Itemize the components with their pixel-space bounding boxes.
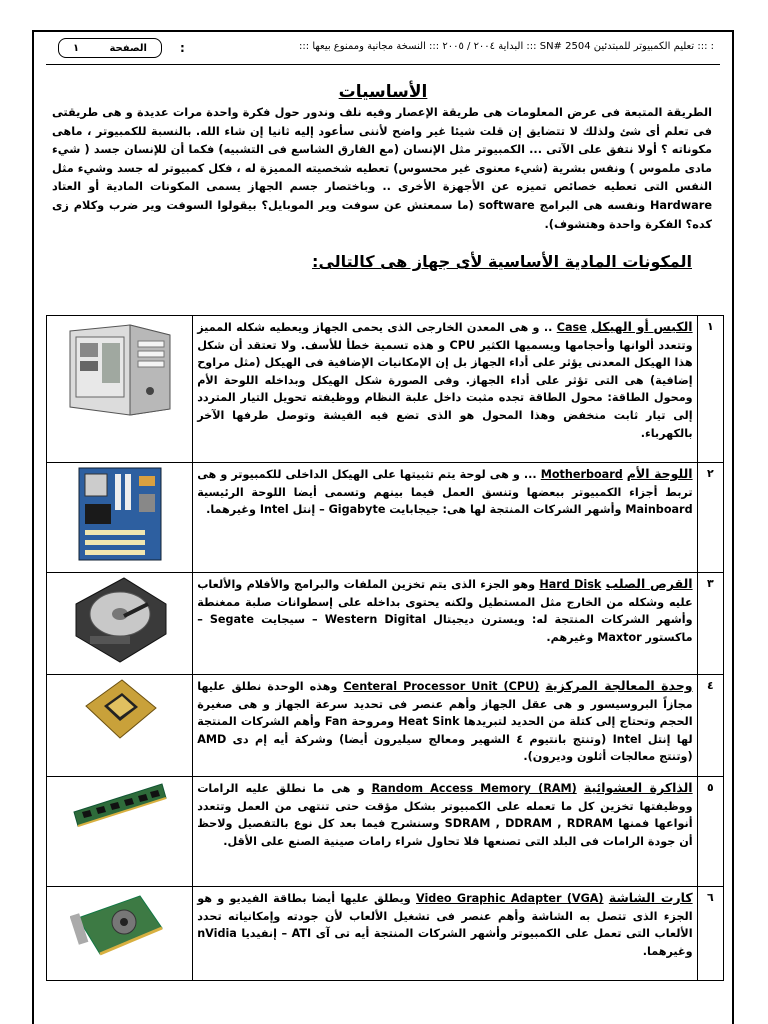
component-name: الكيس أو الهيكل	[591, 319, 693, 334]
table-row	[47, 573, 724, 675]
component-image-cell	[47, 316, 193, 463]
component-text: .. و هى المعدن الخارجى الذى يحمى الجهاز ويعطيه شكله المميز وتتعدد ألوانها وأحجامها ويسميها الكثير CPU و هذه تسمية خطأ للأسف. ولا تعتقد أن شكل هذا الهيكل المعدنى يؤثر على أداء الجهاز بل إن الإمكانيات الإضافية فى الهيكل (مثل مراوح إضافية) هى التى تؤثر على أداء الجهاز. وفى الصورة شكل الهيكل وبداخله اللوحة الأم ومحول الطاقة: محول الطاقة تجده مثبت داخل علبة النظام ووظيفته تحويل التيار المتردد إلى تيار ثابت منخفض وهذا المحول هو الذى تضع فيه الفيشة وتوصل طرفها الآخر بالكهرباء.	[197, 321, 693, 440]
header-title-line: : ::: تعليم الكمبيوتر للمبتدئين SN# 2504 ::: البداية ٢٠٠٤ / ٢٠٠٥ ::: النسخة مجانية وممنوع بيعها :::	[299, 41, 714, 52]
motherboard-icon	[75, 464, 165, 564]
row-number: ٢	[697, 463, 723, 573]
component-english-name: Random Access Memory (RAM)	[371, 782, 577, 795]
component-english-name: Hard Disk	[539, 578, 602, 591]
page-number-box	[58, 38, 162, 58]
page-number: ١	[73, 42, 80, 54]
component-text: ... و هى لوحة يتم تثبيتها على الهيكل الداخلى للكمبيوتر و هى تربط أجزاء الكمبيوتر ببعضها وتنسق العمل فيما بينهم وتسمى أيضا اللوحة الرئيسية Mainboard وأشهر الشركات المنتجة لها هى: جيجابايت Gigabyte – إنتل Intel وغيرهما.	[197, 468, 693, 517]
component-image-cell	[47, 675, 193, 777]
component-english-name: Centeral Processor Unit (CPU)	[343, 680, 540, 693]
component-english-name: Video Graphic Adapter (VGA)	[416, 892, 604, 905]
table-row	[47, 463, 724, 573]
section-subtitle-text: المكونات المادية الأساسية لأى جهاز هى كالتالى:	[312, 252, 692, 272]
row-number: ٦	[697, 887, 723, 981]
page-title: الأساسيات	[338, 82, 428, 102]
component-name: اللوحة الأم	[626, 466, 693, 481]
graphics-card-icon	[70, 888, 170, 964]
component-text: وهذه الوحدة نطلق عليها مجازاً البروسيسور و هى عقل الجهاز وأهم عنصر فى تحديد سرعة الجهاز و هى صغيرة الحجم وتحتاج إلى كتلة من الحديد لتبريدها Heat Sink ومروحة Fan وأهم الشركات المنتجة لها إنتل Intel (وتنتج بانتيوم ٤ الشهير ومعالج سيليرون أيضا) وشركة أيه إم دى AMD (وتنتج معالجات أثلون وديرون).	[197, 680, 693, 764]
intro-paragraph: الطريقة المتبعة فى عرض المعلومات هى طريقة الإعصار وفيه نلف وندور حول فكرة واحدة مرات عديدة و هى طريقتى فى تعلم أى شئ ولذلك لا تتضايق إن قلت شيئا غير واضح لأننى سأعود إليه ثانيا إن شاء الله. بالنسبة للكمبيوتر ، ماهى مكوناته ؟ أولا نتفق على الآتى ... الكمبيوتر مثل الإنسان (مع الفارق الشاسع فى التشبيه) فكما أن للإنسان جسد ( شيء مادى ملموس ) ونفس بشرية (شيء معنوى غير محسوس) تعطيه شخصيته المميزة له ، فكل كمبيوتر له جسد وشيء مثل النفس التى تعطيه خصائص تميزه عن الأجهزة الأخرى .. وباختصار جسم الجهاز يسمى المكونات المادية أو العتاد Hardware ونفسه هى البرامج software (ما سمعتش عن سوفت وير الموبايل؟ بيقولوا السوفت وير ضرب وكلام زى كده؟ الفكرة واحدة وهتشوف).	[52, 106, 712, 231]
component-text: وهو الجزء الذى يتم تخزين الملفات والبرامج والأفلام والألعاب عليه وشكله من الخارج مثل المستطيل ولكنه يحتوى بداخله على إسطوانات صلبة ممغنطة وأشهر الشركات المنتجة له: ويسترن ديجيتال Western Digital – سيجايت Segate – ماكستور Maxtor وغيرهم.	[197, 578, 693, 644]
row-number: ٥	[697, 777, 723, 887]
component-description	[193, 573, 697, 675]
component-image-cell	[47, 573, 193, 675]
component-description	[193, 316, 697, 463]
page-header	[34, 32, 732, 66]
section-subtitle	[34, 252, 692, 271]
component-image-cell	[47, 887, 193, 981]
component-text: ويطلق عليها أيضا بطاقة الفيديو و هو الجزء الذى تتصل به الشاشة وأهم عنصر فى تشغيل الألعاب لأن جودته وإمكانياته تحدد الألعاب التى تعمل على الكمبيوتر وأشهر الشركات المنتجة أيه تى آى ATI – إنفيديا nVidia وغيرهما.	[197, 892, 693, 958]
row-number: ٤	[697, 675, 723, 777]
header-divider	[46, 64, 720, 65]
table-row	[47, 777, 724, 887]
header-colon: :	[180, 41, 185, 55]
component-description	[193, 463, 697, 573]
components-table	[46, 315, 724, 981]
component-name: الذاكرة العشوائية	[583, 780, 693, 795]
component-english-name: Case	[556, 321, 587, 334]
component-name: وحدة المعالجة المركزية	[545, 678, 693, 693]
component-description	[193, 777, 697, 887]
component-name: القرص الصلب	[605, 576, 693, 591]
component-description	[193, 887, 697, 981]
component-text: و هى ما نطلق عليه الرامات ووظيفتها تخزين كل ما تعمله على الكمبيوتر بشكل مؤقت حتى تنتهى من العمل وتتعدد أنواعها فمنها SDRAM , DDRAM , RDRAM وسنشرح فيما بعد كل نوع بالتفصيل ولاحظ أن جودة الرامات فى البلد التى تصنعها فلا تحاول شراء رامات صينية الصنع على الأقل.	[197, 782, 693, 848]
table-row	[47, 675, 724, 777]
component-image-cell	[47, 463, 193, 573]
ram-module-icon	[70, 778, 170, 834]
document-page	[32, 30, 734, 1024]
page-label: الصفحة	[109, 42, 147, 54]
row-number: ١	[697, 316, 723, 463]
component-image-cell	[47, 777, 193, 887]
component-name: كارت الشاشة	[608, 890, 693, 905]
component-description	[193, 675, 697, 777]
hard-disk-icon	[70, 574, 170, 666]
table-row	[47, 316, 724, 463]
row-number: ٣	[697, 573, 723, 675]
table-row	[47, 887, 724, 981]
computer-case-icon	[60, 317, 180, 417]
component-english-name: Motherboard	[540, 468, 623, 481]
cpu-chip-icon	[80, 676, 160, 746]
